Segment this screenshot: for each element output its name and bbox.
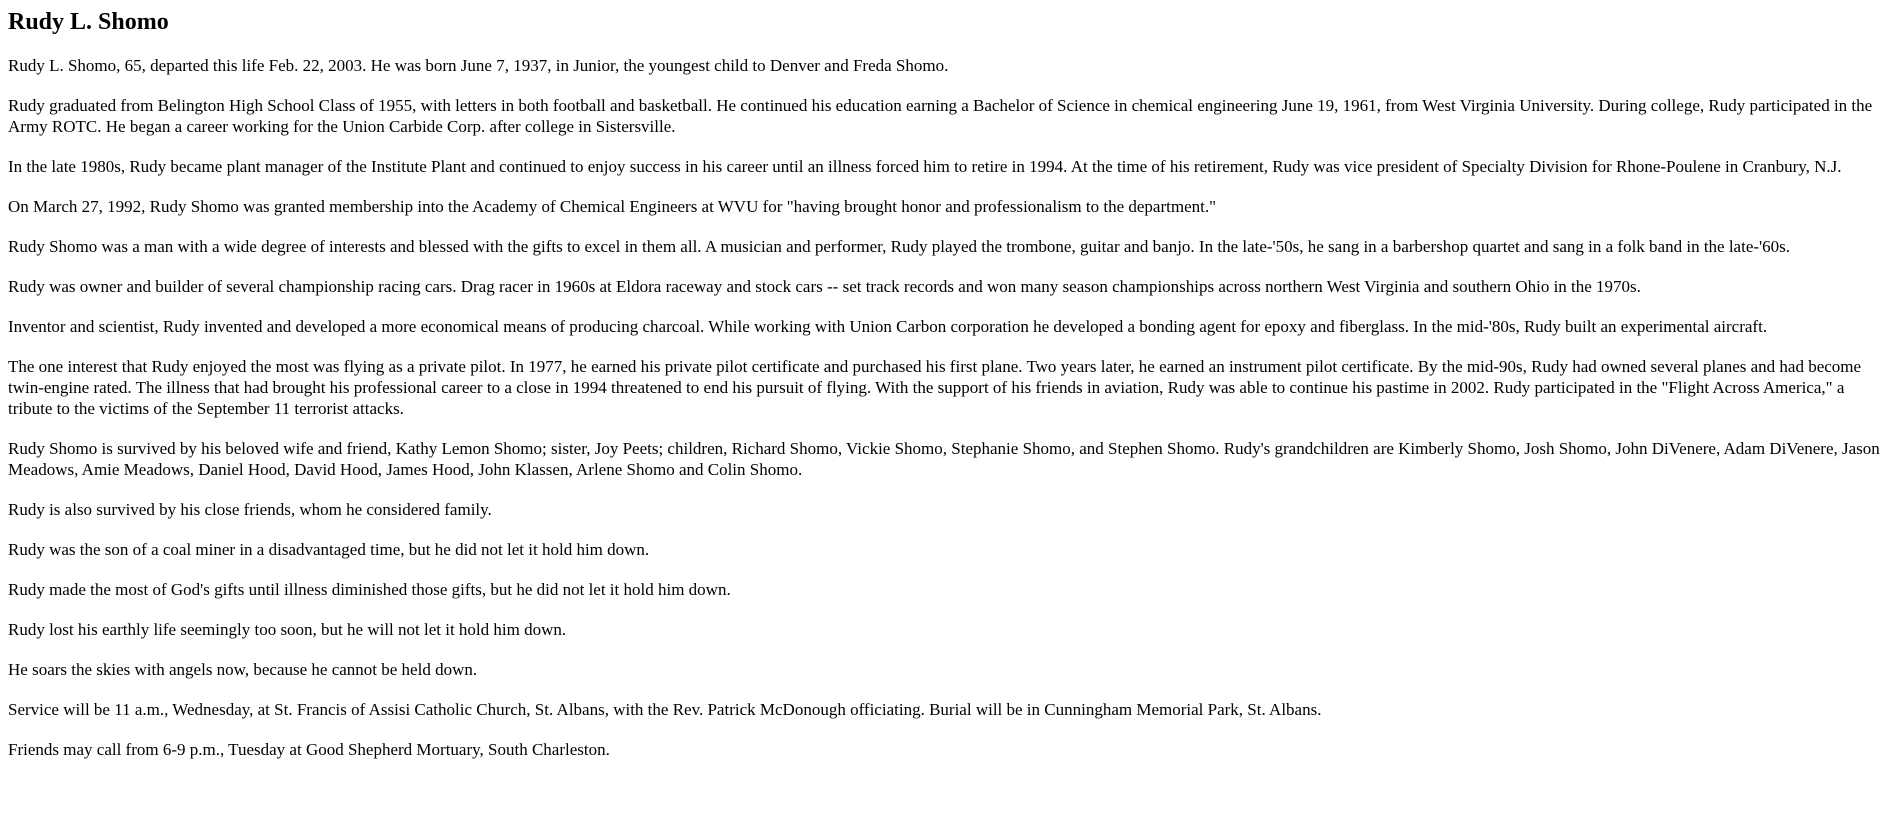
paragraph-visitation: Friends may call from 6-9 p.m., Tuesday at Good Shepherd Mortuary, South Charleston.: [8, 740, 610, 759]
paragraph-friends: Rudy is also survived by his close friends, whom he considered family.: [8, 500, 492, 519]
paragraph-academy: On March 27, 1992, Rudy Shomo was granted membership into the Academy of Chemical Engineers at WVU for "having brought honor and professionalism to the department.": [8, 197, 1217, 216]
paragraph-gifts: Rudy made the most of God's gifts until illness diminished those gifts, but he did not let it hold him down.: [8, 580, 731, 599]
paragraph-survivors: Rudy Shomo is survived by his beloved wife and friend, Kathy Lemon Shomo; sister, Joy Peets; children, Richard Shomo, Vickie Shomo, Stephanie Shomo, and Stephen Shomo. Rudy's grandchildren are Kimberly Shomo, Josh Shomo, John DiVenere, Adam DiVenere, Jason Meadows, Amie Meadows, Daniel Hood, David Hood, James Hood, John Klassen, Arlene Shomo and Colin Shomo.: [8, 439, 1880, 479]
paragraph-career: In the late 1980s, Rudy became plant manager of the Institute Plant and continued to enjoy success in his career until an illness forced him to retire in 1994. At the time of his retirement, Rudy was vice president of Specialty Division for Rhone-Poulene in Cranbury, N.J.: [8, 157, 1842, 176]
paragraph-flying: The one interest that Rudy enjoyed the most was flying as a private pilot. In 1977, he earned his private pilot certificate and purchased his first plane. Two years later, he earned an instrument pilot certificate. By the mid-90s, Rudy had owned several planes and had become twin-engine rated. The illness that had brought his professional career to a close in 1994 threatened to end his pursuit of flying. With the support of his friends in aviation, Rudy was able to continue his pastime in 2002. Rudy participated in the "Flight Across America," a tribute to the victims of the September 11 terrorist attacks.: [8, 357, 1862, 418]
paragraph-inventor: Inventor and scientist, Rudy invented and developed a more economical means of producing charcoal. While working with Union Carbon corporation he developed a bonding agent for epoxy and fiberglass. In the mid-'80s, Rudy built an experimental aircraft.: [8, 317, 1768, 336]
paragraph-education: Rudy graduated from Belington High School Class of 1955, with letters in both football and basketball. He continued his education earning a Bachelor of Science in chemical engineering June 19, 1961, from West Virginia University. During college, Rudy participated in the Army ROTC. He began a career working for the Union Carbide Corp. after college in Sistersville.: [8, 96, 1873, 136]
paragraph-coal-miner: Rudy was the son of a coal miner in a disadvantaged time, but he did not let it hold him down.: [8, 540, 650, 559]
paragraph-racing: Rudy was owner and builder of several championship racing cars. Drag racer in 1960s at Eldora raceway and stock cars -- set track records and won many season championships across northern West Virginia and southern Ohio in the 1970s.: [8, 277, 1641, 296]
paragraph-earthly-life: Rudy lost his earthly life seemingly too soon, but he will not let it hold him down.: [8, 620, 567, 639]
paragraph-service: Service will be 11 a.m., Wednesday, at St. Francis of Assisi Catholic Church, St. Albans, with the Rev. Patrick McDonough officiating. Burial will be in Cunningham Memorial Park, St. Albans.: [8, 700, 1322, 719]
page-title: Rudy L. Shomo: [8, 9, 169, 35]
paragraph-angels: He soars the skies with angels now, because he cannot be held down.: [8, 660, 478, 679]
paragraph-interests: Rudy Shomo was a man with a wide degree of interests and blessed with the gifts to excel in them all. A musician and performer, Rudy played the trombone, guitar and banjo. In the late-'50s, he sang in a barbershop quartet and sang in a folk band in the late-'60s.: [8, 237, 1790, 256]
paragraph-death-birth: Rudy L. Shomo, 65, departed this life Feb. 22, 2003. He was born June 7, 1937, in Junior, the youngest child to Denver and Freda Shomo.: [8, 56, 949, 75]
